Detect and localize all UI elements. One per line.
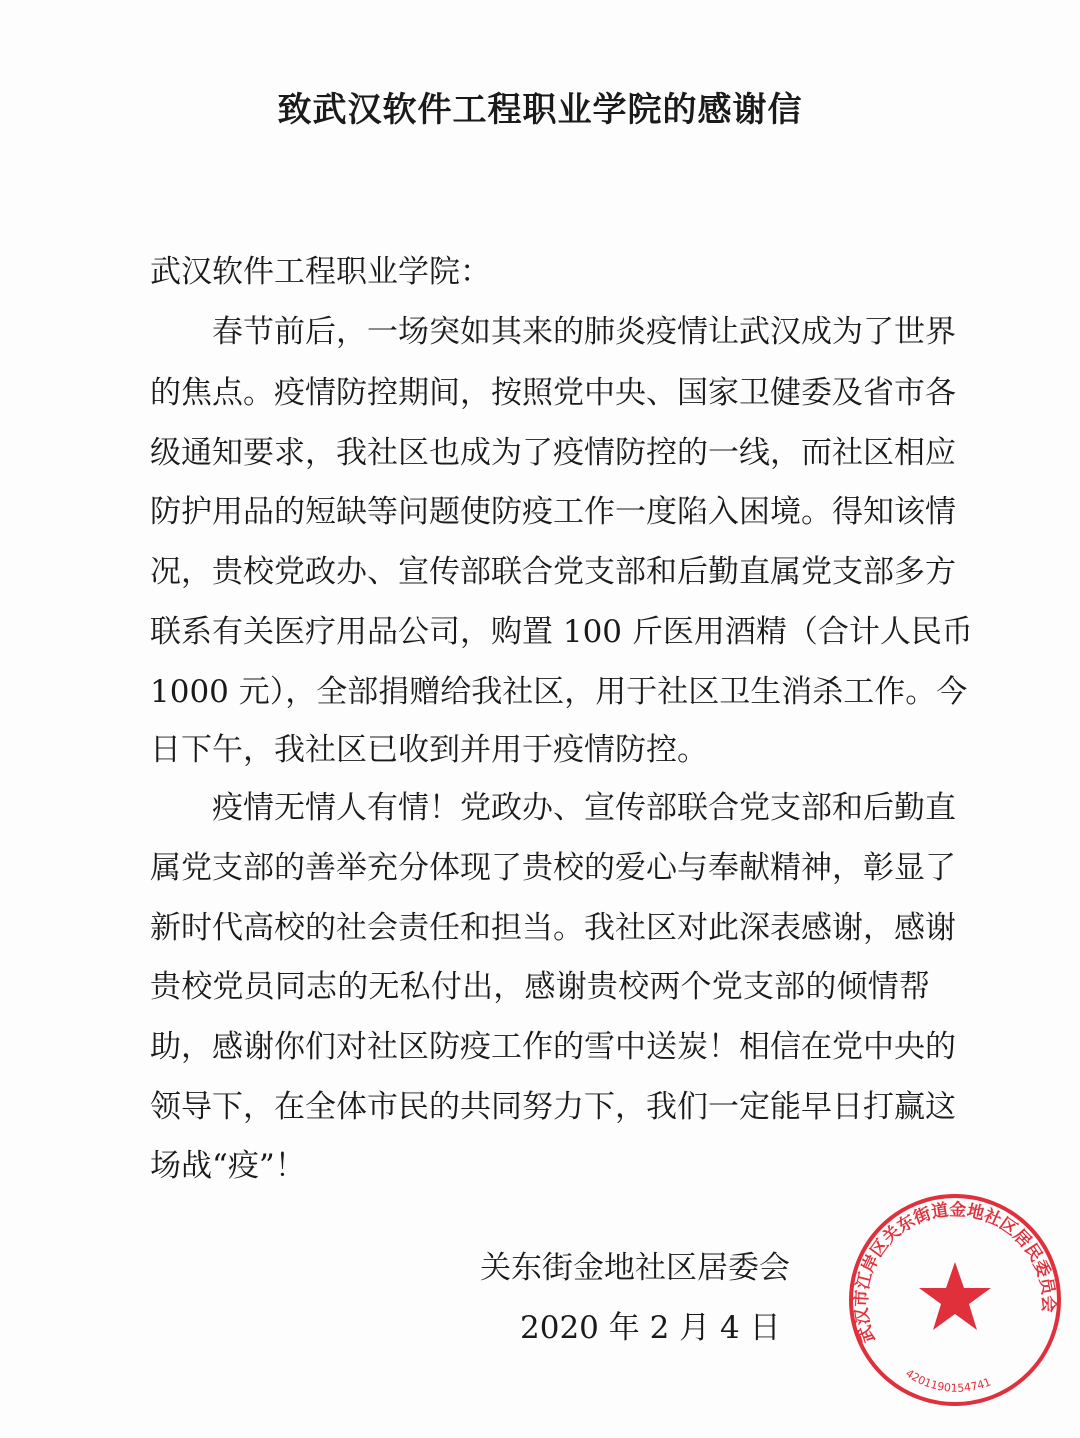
body-line: 级通知要求，我社区也成为了疫情防控的一线，而社区相应 [150, 435, 956, 471]
body-line: 防护用品的短缺等问题使防疫工作一度陷入困境。得知该情 [150, 494, 956, 530]
body-line: 贵校党员同志的无私付出，感谢贵校两个党支部的倾情帮 [150, 969, 930, 1005]
body-line: 领导下，在全体市民的共同努力下，我们一定能早日打赢这 [150, 1089, 956, 1125]
body-line: 疫情无情人有情！党政办、宣传部联合党支部和后勤直 [212, 790, 956, 826]
seal-number: 4201190154741 [903, 1366, 993, 1395]
body-line: 场战“疫”！ [150, 1148, 306, 1184]
body-line: 助，感谢你们对社区防疫工作的雪中送炭！相信在党中央的 [150, 1029, 956, 1065]
official-seal [845, 1190, 1065, 1410]
body-line: 春节前后，一场突如其来的肺炎疫情让武汉成为了世界 [212, 314, 956, 350]
body-line: 的焦点。疫情防控期间，按照党中央、国家卫健委及省市各 [150, 375, 956, 411]
body-line: 1000 元），全部捐赠给我社区，用于社区卫生消杀工作。今 [150, 674, 968, 710]
body-line: 日下午，我社区已收到并用于疫情防控。 [150, 732, 708, 768]
star-icon [919, 1262, 991, 1330]
salutation: 武汉软件工程职业学院： [150, 254, 491, 290]
letter-title: 致武汉软件工程职业学院的感谢信 [277, 90, 803, 130]
signature-organization: 关东街金地社区居委会 [480, 1250, 790, 1286]
body-line: 况，贵校党政办、宣传部联合党支部和后勤直属党支部多方 [150, 554, 956, 590]
signature-date: 2020 年 2 月 4 日 [520, 1310, 781, 1346]
svg-text:4201190154741 [903, 1367, 992, 1395]
seal-ring-text: 武汉市江岸区关东街道金地社区居民委员会 [851, 1200, 1059, 1346]
body-line: 联系有关医疗用品公司，购置 100 斤医用酒精（合计人民币 [150, 614, 973, 650]
body-line: 新时代高校的社会责任和担当。我社区对此深表感谢，感谢 [150, 910, 956, 946]
body-line: 属党支部的善举充分体现了贵校的爱心与奉献精神，彰显了 [150, 850, 956, 886]
